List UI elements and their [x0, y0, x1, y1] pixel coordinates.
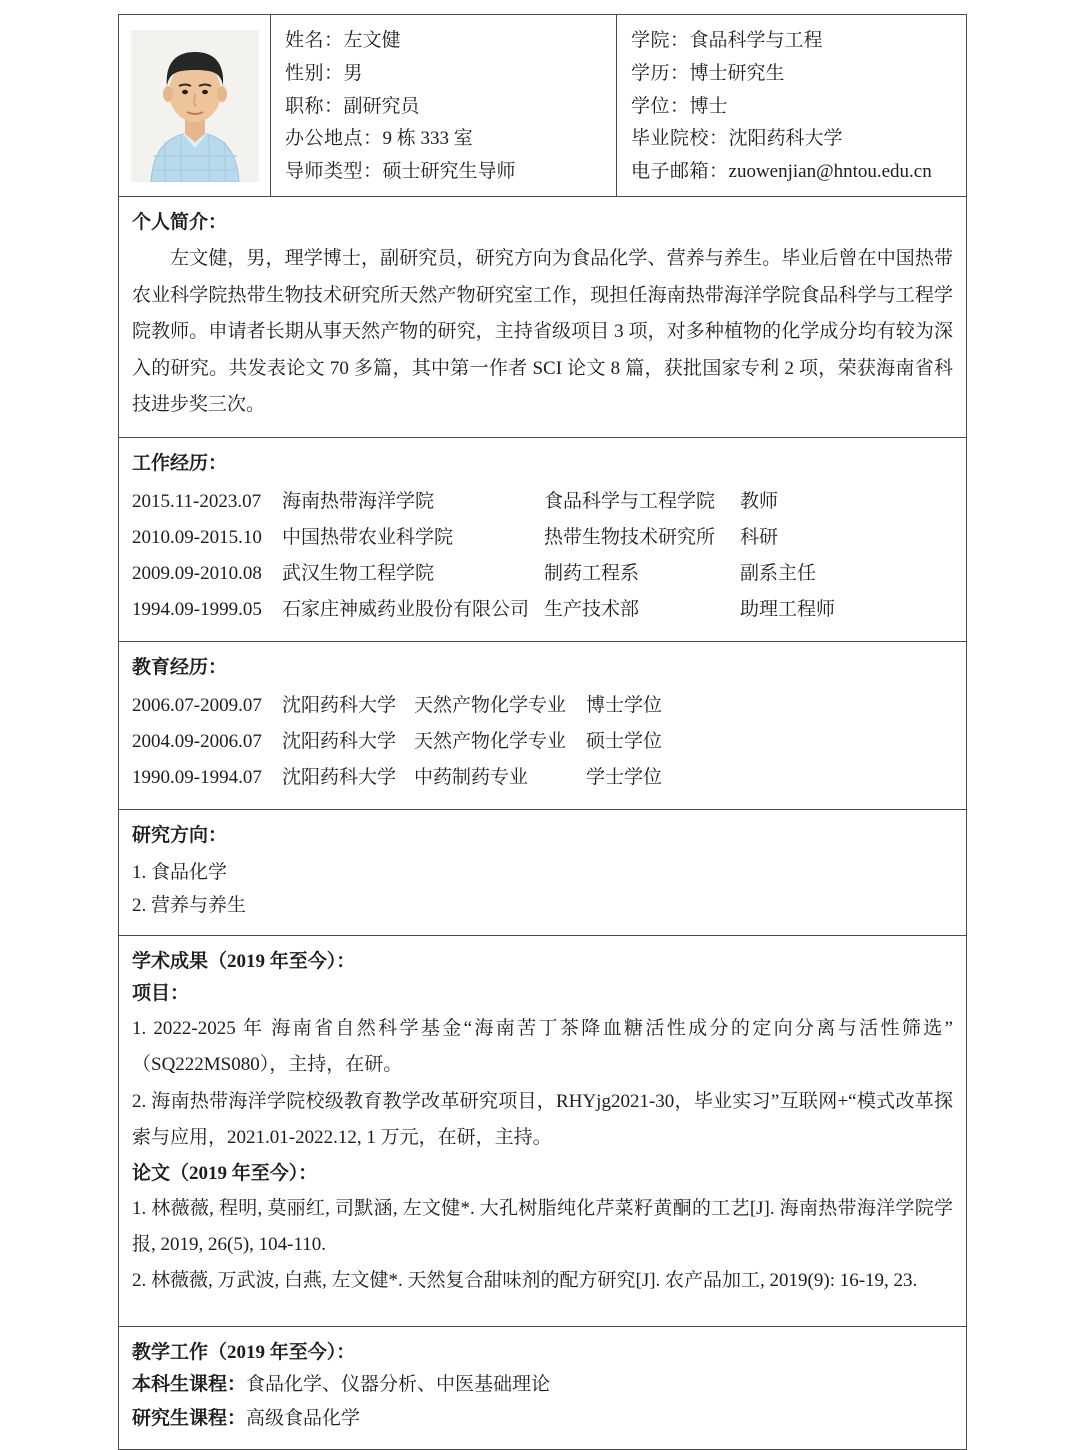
work-row: [132, 484, 953, 520]
edu-school: 沈阳药科大学: [282, 730, 397, 752]
work-period: 2010.09-2015.10: [132, 526, 262, 548]
field-email: [631, 160, 958, 184]
work-role: 科研: [740, 526, 779, 548]
work-period: 2009.09-2010.08: [132, 562, 262, 584]
field-degree: [631, 95, 958, 119]
edu-period: 2004.09-2006.07: [132, 730, 262, 752]
academic-info-column: [617, 15, 966, 196]
field-alma-mater-label: 毕业院校：: [631, 128, 729, 150]
field-name-label: 姓名：: [285, 30, 344, 51]
work-dept: 制药工程系: [544, 562, 640, 584]
edu-degree: 博士学位: [586, 694, 663, 716]
work-org: 海南热带海洋学院: [282, 490, 435, 512]
field-name-value: 左文健: [343, 30, 401, 51]
field-mentor-type: [285, 160, 608, 184]
field-education: [631, 62, 958, 86]
work-period: 1994.09-1999.05: [132, 598, 262, 620]
edu-period: 1990.09-1994.07: [132, 766, 262, 788]
teaching-row-undergrad: [132, 1368, 953, 1402]
edu-degree: 学士学位: [586, 766, 663, 788]
field-title-label: 职称：: [285, 95, 344, 117]
field-office-label: 办公地点：: [285, 128, 383, 150]
research-item: 1. 食品化学: [132, 861, 228, 883]
edu-period: 2006.07-2009.07: [132, 694, 262, 716]
teaching-row-graduate: [132, 1402, 953, 1436]
field-gender: [285, 62, 608, 86]
work-role: 副系主任: [740, 562, 817, 584]
work-role: 教师: [740, 490, 779, 512]
project-item: 2. 海南热带海洋学院校级教育教学改革研究项目，RHYjg2021-30，毕业实习”互联网+“模式改革探索与应用，2021.01-2022.12, 1 万元，在研，主持。: [132, 1090, 953, 1149]
project-item: 1. 2022-2025 年 海南省自然科学基金“海南苦丁茶降血糖活性成分的定向分离与活性筛选”（SQ222MS080），主持，在研。: [132, 1017, 953, 1076]
edu-degree: 硕士学位: [586, 730, 663, 752]
field-alma-mater: [631, 127, 958, 151]
work-heading: 工作经历：: [132, 452, 228, 474]
profile-photo: [131, 30, 259, 182]
portrait-image: [131, 30, 259, 182]
work-dept: 生产技术部: [544, 598, 640, 620]
field-mentor-type-label: 导师类型：: [285, 161, 383, 182]
work-row: [132, 556, 953, 592]
work-rows: [132, 484, 953, 628]
work-org: 石家庄神威药业股份有限公司: [282, 598, 530, 620]
edu-school: 沈阳药科大学: [282, 694, 397, 716]
section-intro: [118, 196, 967, 438]
undergrad-courses-label: 本科生课程：: [132, 1373, 247, 1395]
section-research-directions: [118, 809, 967, 936]
field-degree-label: 学位：: [631, 95, 690, 117]
projects-heading: 项目：: [132, 982, 190, 1004]
field-mentor-type-value: 硕士研究生导师: [382, 161, 516, 182]
photo-cell: [119, 15, 271, 196]
undergrad-courses-value: 食品化学、仪器分析、中医基础理论: [246, 1373, 551, 1395]
work-dept: 热带生物技术研究所: [544, 526, 716, 548]
research-heading: 研究方向：: [132, 824, 228, 846]
field-email-label: 电子邮箱：: [631, 161, 729, 182]
work-dept: 食品科学与工程学院: [544, 490, 716, 512]
education-row: [132, 724, 953, 760]
section-achievements: [118, 935, 967, 1327]
edu-major: 天然产物化学专业: [414, 694, 567, 716]
research-item: 2. 营养与养生: [132, 894, 247, 916]
achievements-heading: 学术成果（2019 年至今）：: [132, 950, 356, 972]
research-list: [132, 856, 953, 922]
work-row: [132, 592, 953, 628]
teaching-heading: 教学工作（2019 年至今）：: [132, 1341, 356, 1363]
edu-major: 中药制药专业: [414, 766, 529, 788]
education-heading: 教育经历：: [132, 656, 228, 678]
work-org: 中国热带农业科学院: [282, 526, 454, 548]
field-alma-mater-value: 沈阳药科大学: [728, 128, 843, 150]
section-teaching: [118, 1326, 967, 1450]
field-gender-value: 男: [343, 62, 363, 84]
work-row: [132, 520, 953, 556]
field-gender-label: 性别：: [285, 62, 344, 84]
paper-item: 2. 林薇薇, 万武波, 白燕, 左文健*. 天然复合甜味剂的配方研究[J]. 农产品加工, 2019(9): 16-19, 23.: [132, 1270, 918, 1292]
field-title-value: 副研究员: [343, 95, 420, 117]
education-rows: [132, 688, 953, 796]
work-period: 2015.11-2023.07: [132, 490, 262, 512]
field-education-value: 博士研究生: [689, 62, 785, 84]
work-role: 助理工程师: [740, 598, 836, 620]
field-office-value: 9 栋 333 室: [382, 128, 473, 150]
papers-heading: 论文（2019 年至今）：: [132, 1162, 318, 1184]
field-degree-value: 博士: [689, 95, 728, 117]
section-work-experience: [118, 437, 967, 642]
work-org: 武汉生物工程学院: [282, 562, 435, 584]
education-row: [132, 688, 953, 724]
intro-paragraph: 左文健，男，理学博士，副研究员，研究方向为食品化学、营养与养生。毕业后曾在中国热带农业科学院热带生物技术研究所天然产物研究室工作，现担任海南热带海洋学院食品科学与工程学院教师。申请者长期从事天然产物的研究，主持省级项目 3 项，对多种植物的化学成分均有较为深入的研究。共发表论文 70 多篇，其中第一作者 SCI 论文 8 篇，获批国家专利 2 项，荣获海南省科技进步奖三次。: [132, 248, 953, 416]
edu-school: 沈阳药科大学: [282, 766, 397, 788]
field-college-value: 食品科学与工程: [689, 30, 823, 51]
graduate-courses-value: 高级食品化学: [246, 1407, 361, 1429]
header-table: [118, 14, 967, 197]
section-education: [118, 641, 967, 810]
personal-info-column: [271, 15, 617, 196]
field-office: [285, 127, 608, 151]
intro-heading: 个人简介：: [132, 212, 228, 233]
field-title: [285, 95, 608, 119]
cv-document: [118, 14, 967, 1450]
paper-item: 1. 林薇薇, 程明, 莫丽红, 司默涵, 左文健*. 大孔树脂纯化芹菜籽黄酮的工艺[J]. 海南热带海洋学院学报, 2019, 26(5), 104-110.: [132, 1197, 953, 1255]
field-college-label: 学院：: [631, 30, 690, 51]
edu-major: 天然产物化学专业: [414, 730, 567, 752]
education-row: [132, 760, 953, 796]
field-email-value: zuowenjian@hntou.edu.cn: [728, 161, 932, 182]
field-college: [631, 29, 958, 53]
field-education-label: 学历：: [631, 62, 690, 84]
graduate-courses-label: 研究生课程：: [132, 1407, 247, 1429]
field-name: [285, 29, 608, 53]
